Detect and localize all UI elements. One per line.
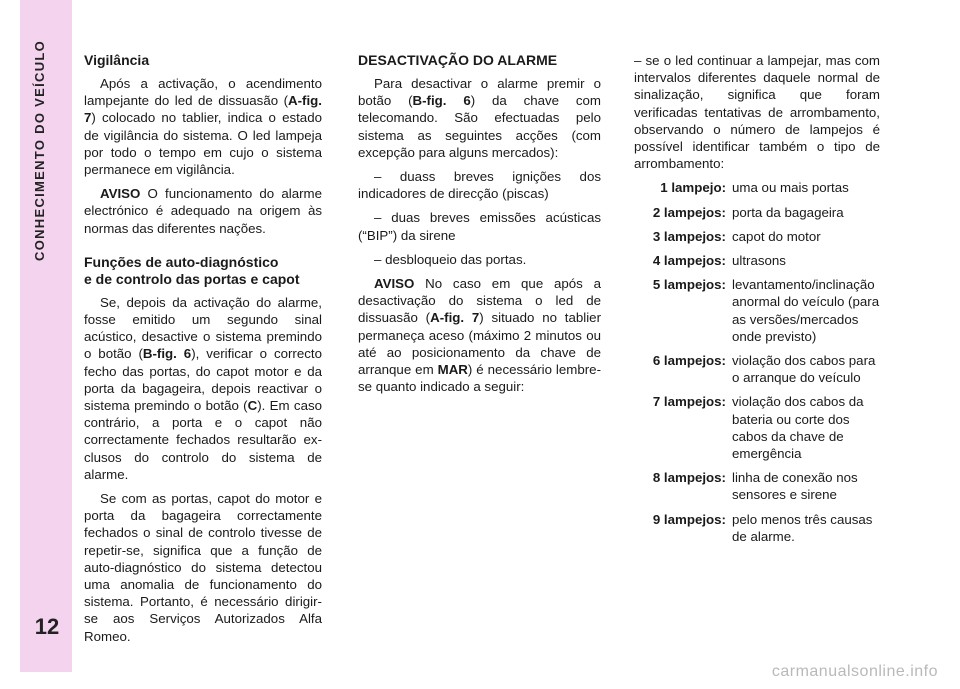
flash-code-row (634, 228, 880, 245)
flash-code-row (634, 179, 880, 196)
flash-code-meaning: uma ou mais portas (732, 180, 849, 196)
flash-code-label: 8 lampejos: (652, 470, 726, 486)
action-item-2: – duas breves emissões acústicas (“BIP”) da sirene (358, 210, 601, 243)
column-1 (84, 52, 322, 652)
aviso-paragraph-1: AVISO O funcionamento do alarme electrónico é adequado na origem às normas das diferentes nações. (84, 186, 322, 236)
aviso-paragraph-2: AVISO No caso em que após a desactivação do sistema o led de dissuasão (A-fig. 7) situado no tablier permaneça aceso (máximo 2 minutos ou até ao posicionamento da chave de arranque em MAR) é necessário lembre-se quanto indicado a seguir: (358, 276, 601, 395)
flash-code-row (634, 393, 880, 462)
flash-code-label: 7 lampejos: (652, 394, 726, 410)
flash-code-row (634, 204, 880, 221)
vigilancia-heading: Vigilância (84, 52, 150, 68)
page-number: 12 (34, 614, 60, 639)
flash-code-meaning: porta da bagageira (732, 204, 844, 220)
flash-code-meaning: linha de conexão nos sensores e sirene (732, 470, 858, 503)
flash-code-label: 4 lampejos: (652, 253, 726, 269)
flash-code-row (634, 352, 880, 386)
flash-codes-intro: – se o led continuar a lampejar, mas com intervalos diferentes daquele normal de sinalização, significa que foram verificadas tentativas de arrombamento, observando o número de lampejos é possível identificar também o tipo de arrombamento: (634, 53, 880, 172)
flash-code-meaning: capot do motor (732, 228, 821, 244)
flash-code-row (634, 511, 880, 545)
flash-code-meaning: levantamento/inclinação anormal do veículo (para as versões/mercados onde previsto) (732, 277, 880, 344)
desactivacao-heading: DESACTIVAÇÃO DO ALARME (358, 52, 558, 68)
vigilancia-paragraph: Após a activação, o acendimento lampejante do led de dissuasão (A-fig. 7) colocado no tablier, indica o estado de vigilância do sistema. O led lampeja por todo o tempo em cujo o sistema permanece em vigilância. (84, 76, 322, 178)
diagnostico-paragraph-1: Se, depois da activação do alarme, fosse emitido um segundo sinal acústico, desactive o sistema premindo o botão (B-fig. 6), verificar o correcto fecho das portas, do capot motor e da porta da bagageira, depois reactivar o sistema premindo o botão (C). Em caso contrário, a porta e o capot não correctamente fechados resultarão exclusos do controlo do sistema de alarme. (84, 294, 323, 482)
desactivacao-paragraph: Para desactivar o alarme premir o botão (B-fig. 6) da chave com telecomando. São efectuadas pelo sistema as seguintes acções (com excepção para alguns mercados): (358, 76, 601, 160)
flash-code-label: 3 lampejos: (652, 228, 726, 244)
column-3 (634, 52, 880, 552)
watermark: carmanualsonline.info (771, 663, 938, 680)
flash-code-label: 6 lampejos: (652, 353, 726, 369)
flash-code-label: 9 lampejos: (652, 511, 726, 527)
action-item-1: – duass breves ignições dos indicadores de direcção (piscas) (358, 169, 601, 202)
flash-code-row (634, 276, 880, 345)
column-2 (358, 52, 601, 402)
flash-code-label: 2 lampejos: (652, 204, 726, 220)
action-item-3: – desbloqueio das portas. (374, 251, 527, 267)
flash-code-row (634, 252, 880, 269)
flash-codes-list (634, 179, 880, 545)
diagnostico-paragraph-2: Se com as portas, capot do motor e porta da bagageira correctamente fechados o sinal de controlo tivesse de repetir-se, significa que a função de auto-diagnóstico do sistema detectou uma anomalia de funcionamento do sistema. Portanto, é necessário dirigir-se aos Serviços Autorizados Alfa Romeo. (84, 491, 322, 644)
flash-code-label: 1 lampejo: (660, 180, 726, 196)
flash-code-meaning: pelo menos três causas de alarme. (732, 511, 873, 544)
section-title: CONHECIMENTO DO VEÍCULO (32, 40, 47, 262)
flash-code-row (634, 469, 880, 503)
flash-code-meaning: violação dos cabos para o arranque do veículo (732, 353, 876, 386)
flash-code-meaning: ultrasons (732, 253, 786, 269)
flash-code-label: 5 lampejos: (652, 277, 726, 293)
diagnostico-heading: Funções de auto-diagnóstico e de controlo das portas e capot (84, 253, 300, 287)
flash-code-meaning: violação dos cabos da bateria ou corte dos cabos da chave de emergência (732, 394, 864, 462)
